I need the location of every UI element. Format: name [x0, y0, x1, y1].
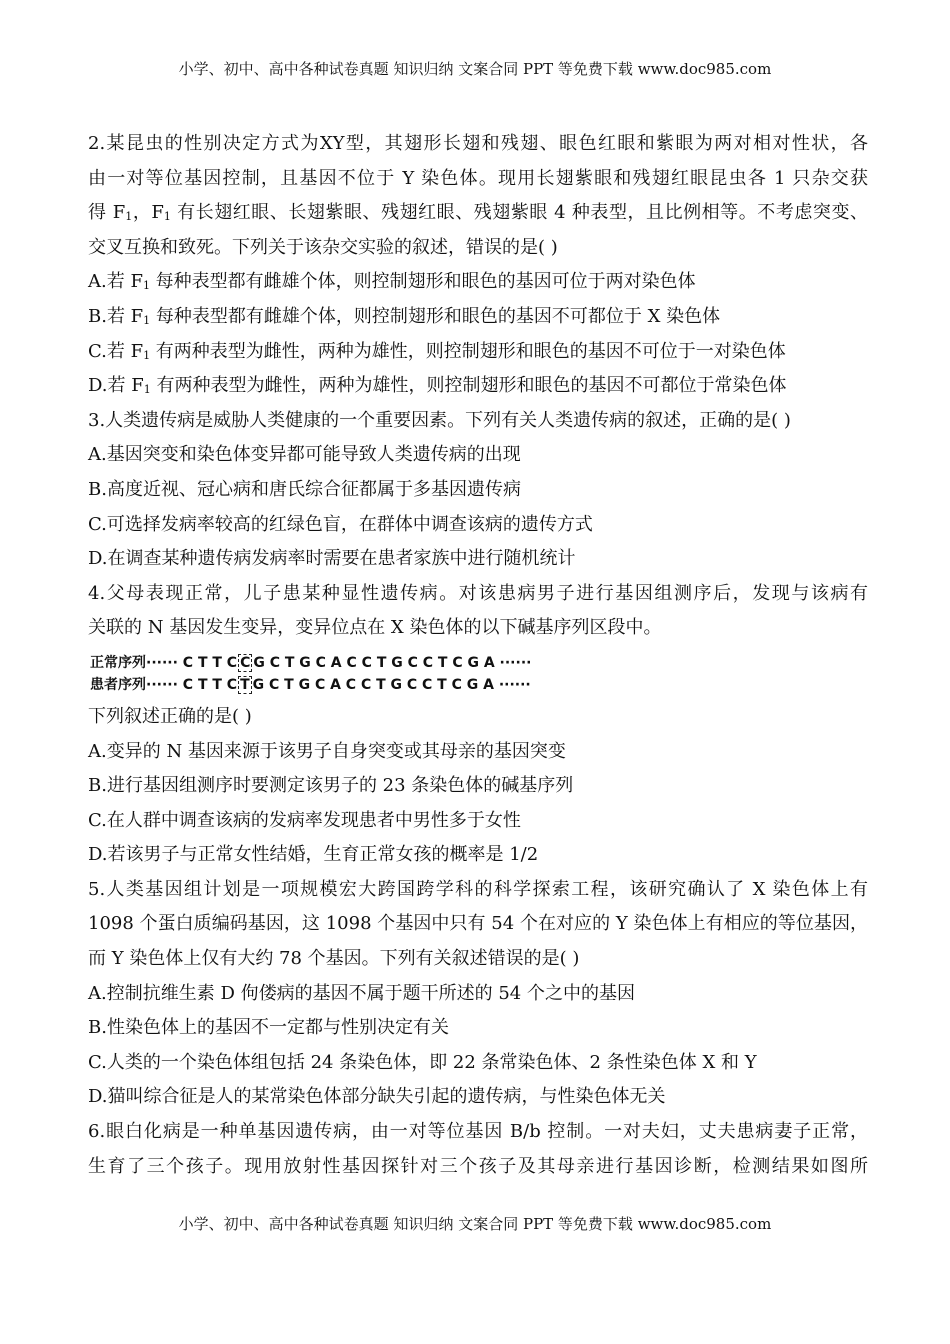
q3-option-c: C.可选择发病率较高的红绿色盲，在群体中调查该病的遗传方式: [88, 513, 593, 535]
patient-sequence: 患者序列······ C T T C T G C T G C A C C T G C C T C G A ······: [90, 676, 531, 693]
q3-option-a: A.基因突变和染色体变异都可能导致人类遗传病的出现: [88, 444, 521, 466]
sequence-figure: [90, 652, 868, 696]
q6-line-2: 生育了三个孩子。现用放射性基因探针对三个孩子及其母亲进行基因诊断，检测结果如图所: [88, 1155, 868, 1177]
q2-option-a: A.若 $F_1$ 每种表型都有雌雄个体，则控制翅形和眼色的基因可位于两对染色体: [88, 271, 696, 293]
q5-option-c: C.人类的一个染色体组包括 24 条染色体，即 22 条常染色体、2 条性染色体 X 和 Y: [88, 1051, 757, 1073]
q2-option-b: B.若 $F_1$ 每种表型都有雌雄个体，则控制翅形和眼色的基因不可都位于 X 染色体: [88, 305, 721, 327]
q4-stem: 下列叙述正确的是( ): [88, 705, 252, 727]
q6-line-1: 6.眼白化病是一种单基因遗传病，由一对等位基因 B/b 控制。一对夫妇，丈夫患病妻子正常，: [88, 1121, 868, 1143]
question-content: [88, 127, 868, 1184]
q3-option-b: B.高度近视、冠心病和唐氏综合征都属于多基因遗传病: [88, 478, 521, 500]
q5-line-3: 而 Y 染色体上仅有大约 78 个基因。下列有关叙述错误的是( ): [88, 948, 580, 970]
q4-option-d: D.若该男子与正常女性结婚，生育正常女孩的概率是 1/2: [88, 844, 539, 866]
q2-option-d: D.若 $F_1$ 有两种表型为雌性，两种为雄性，则控制翅形和眼色的基因不可都位于常染色体: [88, 375, 787, 397]
q2-line-2: 由一对等位基因控制，且基因不位于 Y 染色体。现用长翅紫眼和残翅红眼昆虫各 1 只杂交获: [88, 167, 868, 189]
normal-sequence: 正常序列······ C T T C C G C T G C A C C T G C C T C G A ······: [90, 654, 532, 671]
q3-stem: 3.人类遗传病是威胁人类健康的一个重要因素。下列有关人类遗传病的叙述，正确的是( ): [88, 409, 791, 431]
q5-option-d: D.猫叫综合征是人的某常染色体部分缺失引起的遗传病，与性染色体无关: [88, 1086, 666, 1108]
page-header: 小学、初中、高中各种试卷真题 知识归纳 文案合同 PPT 等免费下载 www.doc985.com: [178, 60, 772, 78]
q5-line-1: 5.人类基因组计划是一项规模宏大跨国跨学科的科学探索工程，该研究确认了 X 染色体上有: [88, 878, 868, 900]
q5-line-2: 1098 个蛋白质编码基因，这 1098 个基因中只有 54 个在对应的 Y 染色体上有相应的等位基因，: [88, 913, 868, 935]
q2-line-1: 2.某昆虫的性别决定方式为XY型，其翅形长翅和残翅、眼色红眼和紫眼为两对相对性状，各: [88, 133, 868, 154]
q4-option-b: B.进行基因组测序时要测定该男子的 23 条染色体的碱基序列: [88, 775, 574, 797]
q4-line-1: 4.父母表现正常，儿子患某种显性遗传病。对该患病男子进行基因组测序后，发现与该病有: [88, 582, 868, 604]
q5-option-a: A.控制抗维生素 D 佝偻病的基因不属于题干所述的 54 个之中的基因: [88, 982, 635, 1004]
q4-line-2: 关联的 N 基因发生变异，变异位点在 X 染色体的以下碱基序列区段中。: [88, 617, 662, 639]
q2-line-4: 交叉互换和致死。下列关于该杂交实验的叙述，错误的是( ): [88, 236, 558, 258]
q2-option-c: C.若 $F_1$ 有两种表型为雌性，两种为雄性，则控制翅形和眼色的基因不可位于一对染色体: [88, 340, 786, 362]
mutation-site-box: C: [240, 654, 251, 671]
page-footer: 小学、初中、高中各种试卷真题 知识归纳 文案合同 PPT 等免费下载 www.doc985.com: [178, 1215, 772, 1233]
q2-line-3: 得 $F_1$，$F_1$ 有长翅红眼、长翅紫眼、残翅红眼、残翅紫眼 4 种表型，且比例相等。不考虑突变、: [88, 202, 868, 224]
q5-option-b: B.性染色体上的基因不一定都与性别决定有关: [88, 1017, 449, 1039]
mutation-site-box: T: [240, 676, 250, 693]
q4-option-c: C.在人群中调查该病的发病率发现患者中男性多于女性: [88, 809, 521, 831]
q3-option-d: D.在调查某种遗传病发病率时需要在患者家族中进行随机统计: [88, 548, 576, 570]
q4-option-a: A.变异的 N 基因来源于该男子自身突变或其母亲的基因突变: [88, 740, 566, 762]
